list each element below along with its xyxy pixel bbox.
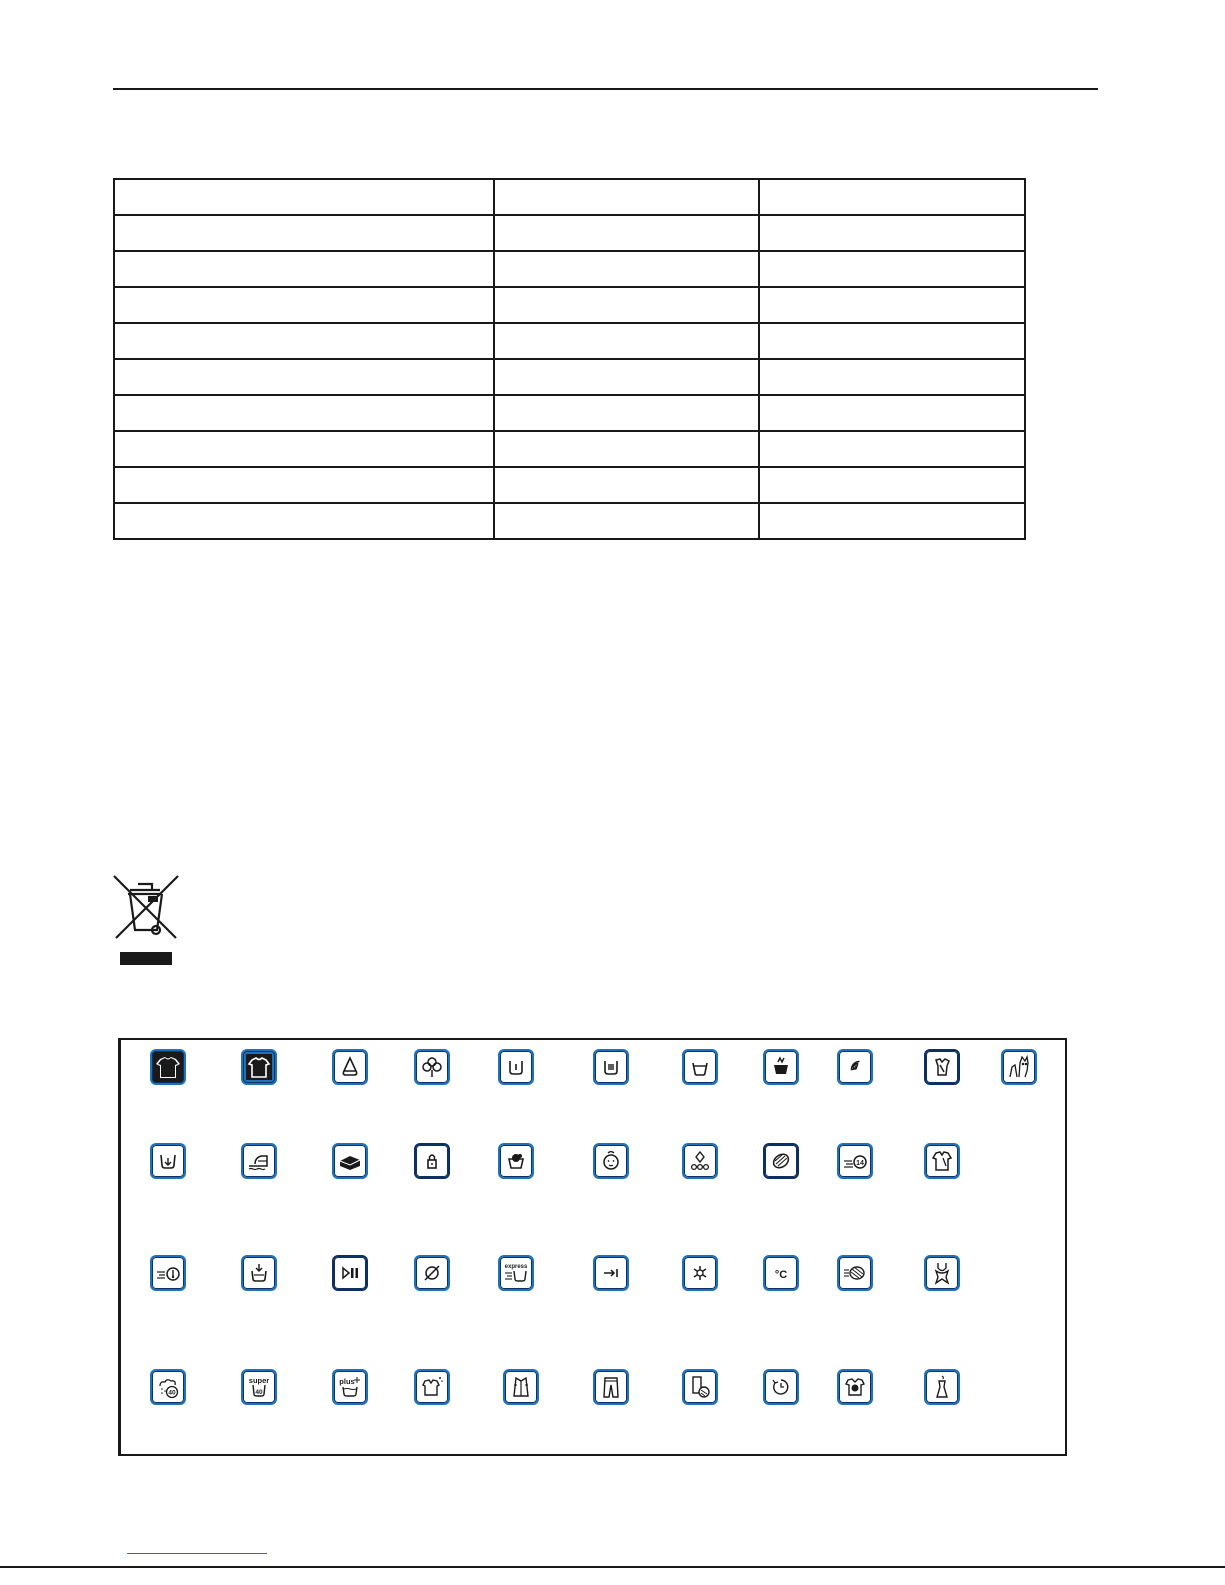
stain-icon[interactable] (682, 1369, 718, 1405)
table-row (114, 503, 1025, 539)
shirt-icon[interactable] (924, 1143, 960, 1179)
blouse-icon[interactable] (503, 1369, 539, 1405)
eco-icon[interactable] (682, 1143, 718, 1179)
synthetics-icon[interactable] (332, 1049, 368, 1085)
table-cell (114, 251, 494, 287)
soak-icon[interactable] (241, 1255, 277, 1291)
table-cell (494, 215, 759, 251)
table-row (114, 359, 1025, 395)
super-label: super (248, 1376, 270, 1385)
super-40-label: 40 (255, 1389, 263, 1396)
table-cell (759, 467, 1025, 503)
table-cell (114, 503, 494, 539)
footer-link-underline (127, 1553, 267, 1554)
table-cell (114, 323, 494, 359)
table-cell (494, 467, 759, 503)
table-row (114, 215, 1025, 251)
table-row (114, 395, 1025, 431)
specification-table (113, 178, 1026, 540)
cold-40-label: 40 (168, 1389, 176, 1397)
table-row (114, 287, 1025, 323)
anti-allergy-icon[interactable] (682, 1255, 718, 1291)
plus-icon[interactable] (332, 1369, 368, 1405)
table-cell (759, 431, 1025, 467)
plus-label: plus (339, 1377, 355, 1386)
table-cell (759, 395, 1025, 431)
sport-icon[interactable] (837, 1255, 873, 1291)
quick-14-label: 14 (856, 1160, 864, 1167)
no-spin-icon[interactable] (414, 1255, 450, 1291)
table-cell (114, 359, 494, 395)
table-cell (114, 215, 494, 251)
rinse-icon[interactable] (763, 1143, 799, 1179)
table-cell (494, 251, 759, 287)
iron-icon[interactable] (241, 1143, 277, 1179)
table-row (114, 179, 1025, 215)
table-cell (494, 359, 759, 395)
t-shirt-filled-icon[interactable] (150, 1049, 186, 1085)
table-cell (759, 251, 1025, 287)
express-icon[interactable] (498, 1255, 534, 1291)
dark-wash-icon[interactable] (837, 1369, 873, 1405)
table-cell (114, 467, 494, 503)
fast-temp-icon[interactable] (150, 1255, 186, 1291)
temperature-icon[interactable] (763, 1255, 799, 1291)
table-cell (494, 287, 759, 323)
jeans-icon[interactable] (593, 1369, 629, 1405)
table-cell (114, 431, 494, 467)
start-pause-icon[interactable] (332, 1255, 368, 1291)
delicate-icon[interactable] (763, 1049, 799, 1085)
quick-14-icon[interactable] (837, 1143, 873, 1179)
table-row (114, 467, 1025, 503)
top-rule (113, 88, 1098, 90)
quick-icon[interactable] (332, 1143, 368, 1179)
table-cell (759, 359, 1025, 395)
delay-timer-icon[interactable] (763, 1369, 799, 1405)
table-row (114, 323, 1025, 359)
refresh-icon[interactable] (414, 1369, 450, 1405)
express-label: express (504, 1264, 528, 1270)
prewash-icon[interactable] (498, 1049, 534, 1085)
table-cell (759, 323, 1025, 359)
wash-tub-icon[interactable] (682, 1049, 718, 1085)
temperature-label: °C (774, 1269, 788, 1281)
end-icon[interactable] (593, 1255, 629, 1291)
bottom-rule (0, 1566, 1225, 1568)
cotton-icon[interactable] (414, 1049, 450, 1085)
crossed-out-wheelie-bin-icon (108, 872, 184, 968)
table-cell (494, 395, 759, 431)
baby-icon[interactable] (593, 1143, 629, 1179)
table-cell (114, 395, 494, 431)
lingerie-icon[interactable] (924, 1255, 960, 1291)
wool-icon[interactable] (1001, 1049, 1037, 1085)
table-cell (494, 431, 759, 467)
table-row (114, 431, 1025, 467)
hand-wash-icon[interactable] (924, 1049, 960, 1085)
t-shirt-outline-icon[interactable] (241, 1049, 277, 1085)
table-cell (494, 503, 759, 539)
table-cell (494, 179, 759, 215)
cold-40-icon[interactable] (150, 1369, 186, 1405)
table-cell (759, 179, 1025, 215)
table-cell (114, 287, 494, 323)
table-cell (494, 323, 759, 359)
mix-icon[interactable] (498, 1143, 534, 1179)
table-cell (759, 215, 1025, 251)
table-cell (114, 179, 494, 215)
main-wash-icon[interactable] (593, 1049, 629, 1085)
table-cell (759, 287, 1025, 323)
drain-icon[interactable] (150, 1143, 186, 1179)
dress-icon[interactable] (924, 1369, 960, 1405)
spin-icon[interactable] (837, 1049, 873, 1085)
child-lock-icon[interactable] (414, 1143, 450, 1179)
super-40-icon[interactable] (241, 1369, 277, 1405)
table-row (114, 251, 1025, 287)
table-cell (759, 503, 1025, 539)
program-icons-panel (118, 1038, 1067, 1456)
